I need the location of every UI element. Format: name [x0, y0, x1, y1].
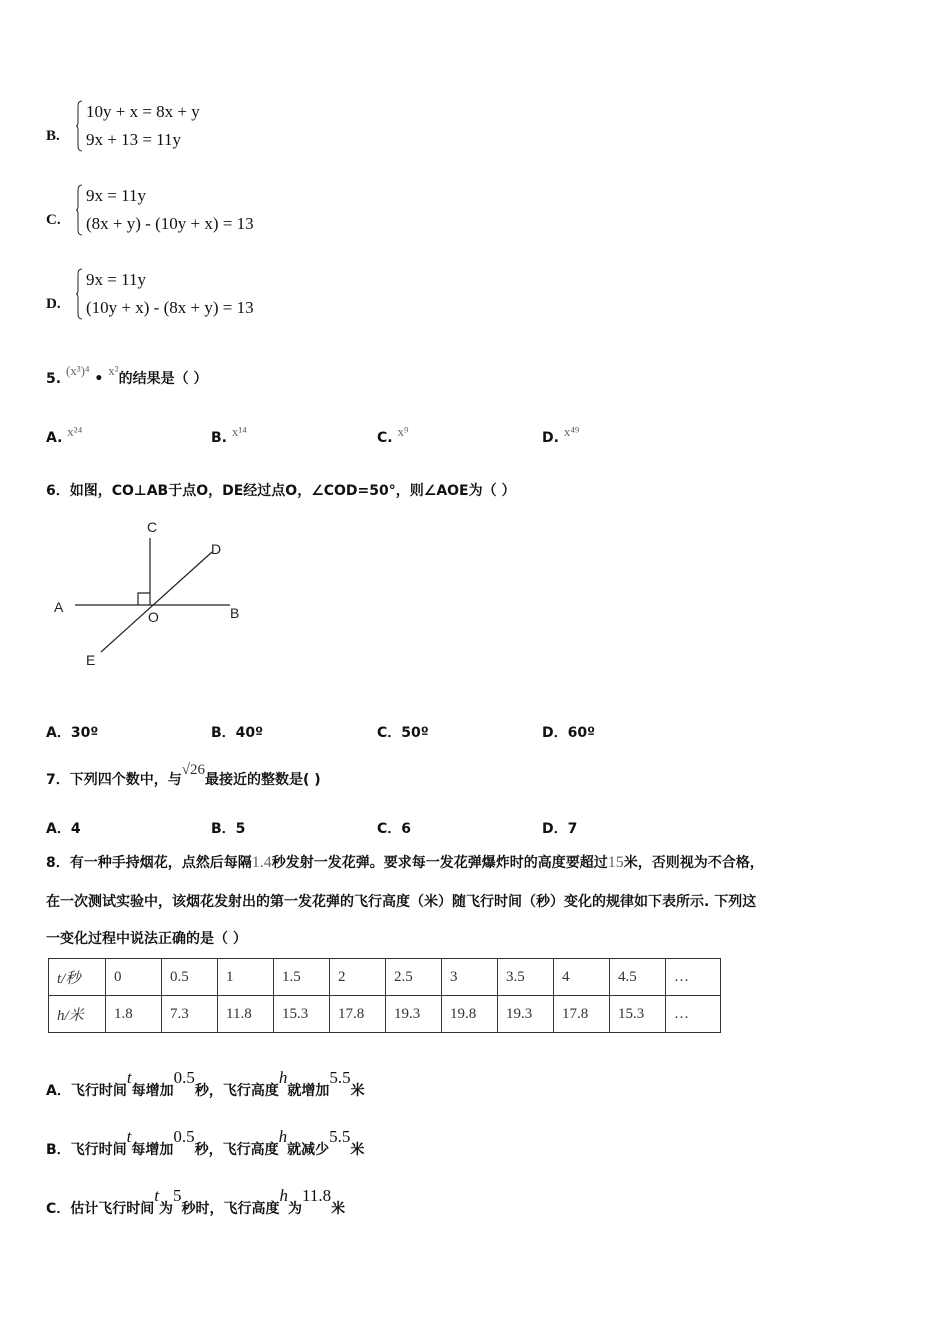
option-label: C． — [46, 1201, 71, 1217]
left-brace-icon — [76, 184, 82, 236]
table-cell: … — [666, 959, 721, 996]
table-cell: 2.5 — [386, 959, 442, 996]
q8-data-table — [48, 958, 721, 1033]
option-text: 就增加 — [287, 1083, 330, 1099]
table-cell: … — [666, 996, 721, 1033]
option-text: 飞行时间 — [70, 1083, 127, 1099]
table-cell: 4.5 — [610, 959, 666, 996]
equation-system — [76, 266, 336, 324]
q6-figure — [40, 512, 260, 672]
option-label: C． — [377, 821, 402, 837]
number-value: 0.5 — [173, 1127, 195, 1146]
left-brace-icon — [76, 268, 82, 320]
q5-option-b — [211, 424, 247, 446]
line-de — [101, 552, 212, 652]
point-label-a: A — [54, 599, 64, 615]
option-label: D． — [542, 725, 568, 741]
table-cell: 17.8 — [554, 996, 610, 1033]
option-label: B. — [46, 128, 60, 144]
q8-option-c — [46, 1186, 346, 1218]
equation-line-1: 10y + x = 8x + y — [86, 102, 200, 121]
option-label: B． — [46, 1142, 71, 1158]
table-cell: 4 — [554, 959, 610, 996]
option-value: x²⁴ — [67, 424, 83, 439]
variable-t: t — [126, 1127, 132, 1146]
point-label-c: C — [147, 519, 158, 535]
table-cell: 7.3 — [162, 996, 218, 1033]
question-text: 7．下列四个数中，与 — [46, 772, 182, 788]
option-text: 估计飞行时间 — [70, 1201, 155, 1217]
option-label: A． — [46, 1083, 71, 1099]
q5-option-c — [377, 424, 409, 446]
number-value: 0.5 — [173, 1068, 195, 1087]
table-cell: 19.8 — [442, 996, 498, 1033]
number-interval: 1.4 — [251, 854, 272, 871]
table-cell: 17.8 — [330, 996, 386, 1033]
expression-square: x² — [108, 363, 119, 378]
option-value: 30º — [70, 725, 99, 741]
q8-option-b — [46, 1127, 365, 1159]
option-label: B． — [211, 725, 236, 741]
table-cell: 19.3 — [498, 996, 554, 1033]
question-text: 的结果是（ ） — [118, 371, 208, 387]
option-text: 米 — [350, 1083, 365, 1099]
number-value: 5.5 — [329, 1127, 351, 1146]
number-value: 5 — [173, 1186, 182, 1205]
table-header-cell: t/秒 — [49, 959, 106, 996]
option-value: 7 — [567, 821, 578, 837]
equation-line-2: (10y + x) - (8x + y) = 13 — [86, 298, 254, 317]
q7-option-b — [211, 818, 245, 838]
point-label-d: D — [211, 541, 222, 557]
point-label-b: B — [230, 605, 240, 621]
q7-option-d — [542, 818, 577, 838]
option-label: A． — [46, 725, 71, 741]
number-height: 15 — [607, 854, 624, 871]
table-cell: 15.3 — [610, 996, 666, 1033]
q8-stem-line1 — [46, 852, 906, 872]
table-cell: 1 — [218, 959, 274, 996]
table-cell: 2 — [330, 959, 386, 996]
option-text: 为 — [159, 1201, 174, 1217]
number-value: 11.8 — [302, 1186, 332, 1205]
option-label: D． — [542, 821, 568, 837]
expression-power: (x³)⁴ — [65, 363, 90, 378]
left-brace-icon — [76, 100, 82, 152]
table-cell: 15.3 — [274, 996, 330, 1033]
option-value: 40º — [235, 725, 264, 741]
option-label: B. — [211, 430, 227, 446]
question-text: 最接近的整数是( ) — [204, 772, 321, 788]
q7-option-a — [46, 818, 81, 838]
q7-option-c — [377, 818, 411, 838]
option-value: 5 — [235, 821, 246, 837]
q6-option-a — [46, 722, 98, 742]
equation-line-1: 9x = 11y — [86, 270, 146, 289]
option-label: C. — [46, 212, 61, 228]
table-cell: 0.5 — [162, 959, 218, 996]
option-value: 60º — [567, 725, 596, 741]
table-cell: 1.5 — [274, 959, 330, 996]
option-text: 飞行时间 — [70, 1142, 127, 1158]
variable-h: h — [278, 1127, 288, 1146]
variable-t: t — [154, 1186, 160, 1205]
table-row — [49, 996, 721, 1033]
option-text: 每增加 — [131, 1142, 174, 1158]
table-cell: 3 — [442, 959, 498, 996]
q5-stem — [46, 363, 208, 388]
q6-option-b — [211, 722, 263, 742]
right-angle-mark-icon — [138, 593, 150, 605]
option-label: C. — [377, 430, 393, 446]
option-value: 50º — [401, 725, 429, 741]
q5-option-d — [542, 424, 580, 446]
option-text: 每增加 — [131, 1083, 174, 1099]
option-value: 4 — [70, 821, 81, 837]
variable-h: h — [278, 1068, 288, 1087]
option-value: x¹⁴ — [231, 424, 247, 439]
table-cell: 19.3 — [386, 996, 442, 1033]
q7-stem — [46, 762, 321, 789]
table-cell: 0 — [106, 959, 162, 996]
option-text: 秒时，飞行高度 — [181, 1201, 280, 1217]
q6-stem: 6．如图，CO⊥AB于点O，DE经过点O，∠COD=50°，则∠AOE为（ ） — [46, 483, 516, 499]
option-text: 米 — [350, 1142, 365, 1158]
q5-option-a — [46, 424, 83, 446]
q8-stem-line2: 在一次测试实验中，该烟花发射出的第一发花弹的飞行高度（米）随飞行时间（秒）变化的规律如下表所示. 下列这 — [46, 894, 757, 910]
table-row — [49, 959, 721, 996]
question-text: 秒发射一发花弹。要求每一发花弹爆炸时的高度要超过 — [271, 855, 608, 871]
q6-option-c — [377, 722, 429, 742]
equation-line-2: (8x + y) - (10y + x) = 13 — [86, 214, 254, 233]
option-text: 就减少 — [287, 1142, 330, 1158]
option-label: A． — [46, 821, 71, 837]
option-label: D. — [46, 296, 61, 312]
table-cell: 11.8 — [218, 996, 274, 1033]
option-label: C． — [377, 725, 402, 741]
option-text: 秒，飞行高度 — [194, 1142, 279, 1158]
point-label-o: O — [148, 609, 159, 625]
point-label-e: E — [86, 652, 96, 668]
question-number: 5. — [46, 371, 62, 387]
option-value: x⁴⁹ — [563, 424, 580, 439]
table-cell: 3.5 — [498, 959, 554, 996]
option-label: D. — [542, 430, 559, 446]
variable-h: h — [279, 1186, 289, 1205]
equation-line-1: 9x = 11y — [86, 186, 146, 205]
question-text: 米，否则视为不合格， — [623, 855, 764, 871]
question-text: 8．有一种手持烟花，点然后每隔 — [46, 855, 252, 871]
radical-expression: √26 — [181, 762, 205, 778]
number-value: 5.5 — [329, 1068, 351, 1087]
option-text: 秒，飞行高度 — [194, 1083, 279, 1099]
variable-t: t — [126, 1068, 132, 1087]
option-value: 6 — [401, 821, 412, 837]
equation-system — [76, 182, 336, 240]
q8-option-a — [46, 1068, 365, 1100]
option-label: B． — [211, 821, 236, 837]
q8-stem-line3: 一变化过程中说法正确的是（ ） — [46, 931, 247, 947]
table-cell: 1.8 — [106, 996, 162, 1033]
q6-option-d — [542, 722, 595, 742]
equation-line-2: 9x + 13 = 11y — [86, 130, 182, 149]
option-value: x⁹ — [397, 424, 409, 439]
option-text: 为 — [288, 1201, 303, 1217]
equation-system — [76, 98, 296, 156]
table-header-cell: h/米 — [49, 996, 106, 1033]
option-label: A. — [46, 430, 63, 446]
option-text: 米 — [331, 1201, 346, 1217]
multiply-dot: • — [94, 371, 104, 387]
